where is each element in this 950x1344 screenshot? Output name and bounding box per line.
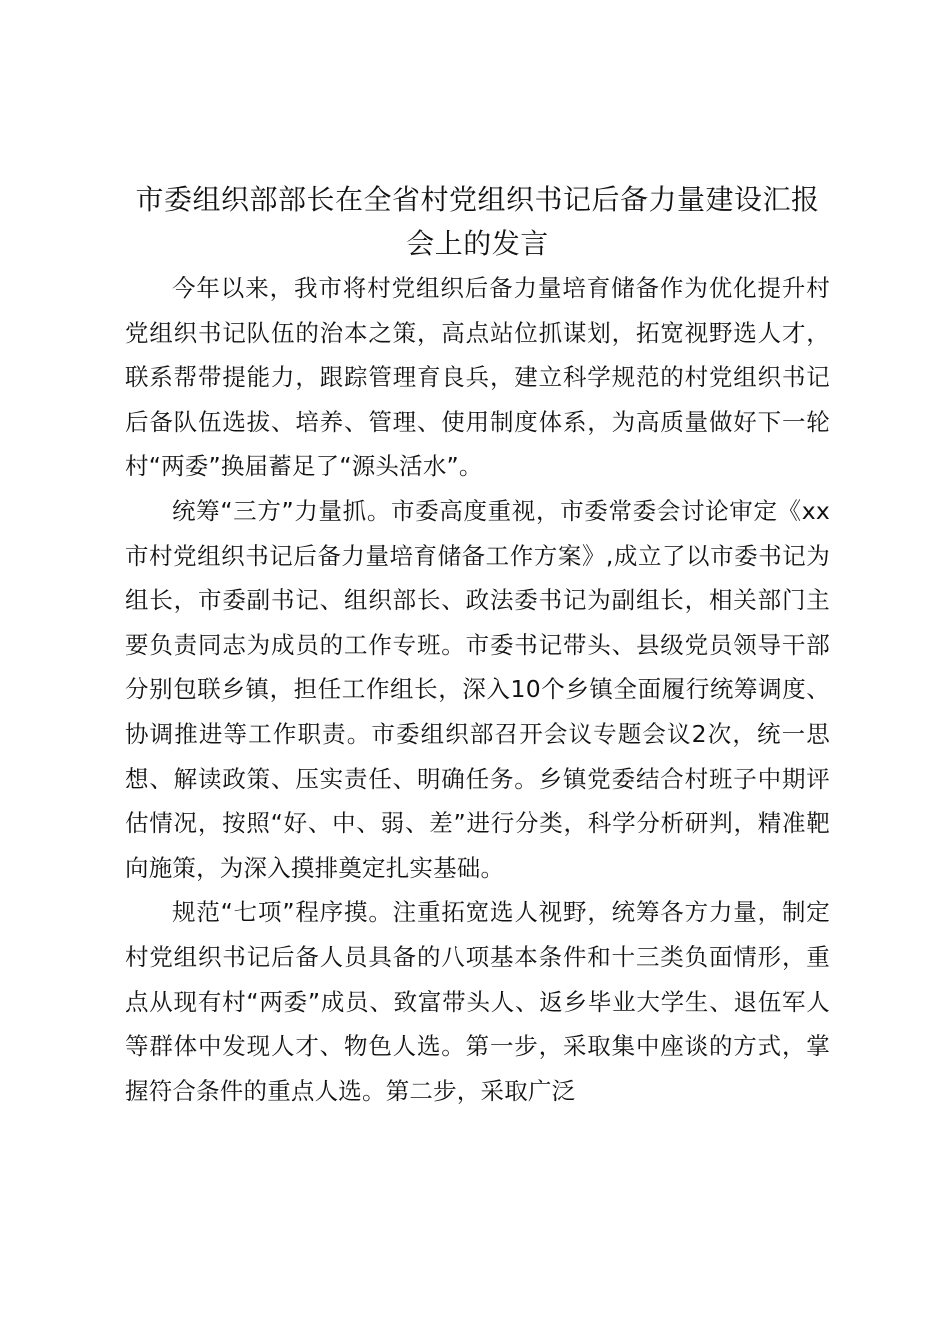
paragraph-intro: 今年以来，我市将村党组织后备力量培育储备作为优化提升村党组织书记队伍的治本之策，高点站位抓谋划，拓宽视野选人才，联系帮带提能力，跟踪管理育良兵，建立科学规范的村党组织书记后备队伍选拔、培养、管理、使用制度体系，为高质量做好下一轮村“两委”换届蓄足了“源头活水”。 bbox=[125, 274, 830, 481]
paragraph-procedure: 规范“七项”程序摸。注重拓宽选人视野，统筹各方力量，制定村党组织书记后备人员具备的八项基本条件和十三类负面情形，重点从现有村“两委”成员、致富带头人、返乡毕业大学生、退伍军人等群体中发现人才、物色人选。第一步，采取集中座谈的方式，掌握符合条件的重点人选。第二步，采取广泛 bbox=[125, 898, 830, 1105]
document-body bbox=[125, 178, 830, 1113]
paragraph-coordination: 统筹“三方”力量抓。市委高度重视，市委常委会讨论审定《xx市村党组织书记后备力量培育储备工作方案》,成立了以市委书记为组长，市委副书记、组织部长、政法委书记为副组长，相关部门主要负责同志为成员的工作专班。市委书记带头、县级党员领导干部分别包联乡镇，担任工作组长，深入10个乡镇全面履行统筹调度、协调推进等工作职责。市委组织部召开会议专题会议2次，统一思想、解读政策、压实责任、明确任务。乡镇党委结合村班子中期评估情况，按照“好、中、弱、差”进行分类，科学分析研判，精准靶向施策，为深入摸排奠定扎实基础。 bbox=[125, 496, 830, 882]
document-title: 市委组织部部长在全省村党组织书记后备力量建设汇报会上的发言 bbox=[135, 183, 820, 260]
